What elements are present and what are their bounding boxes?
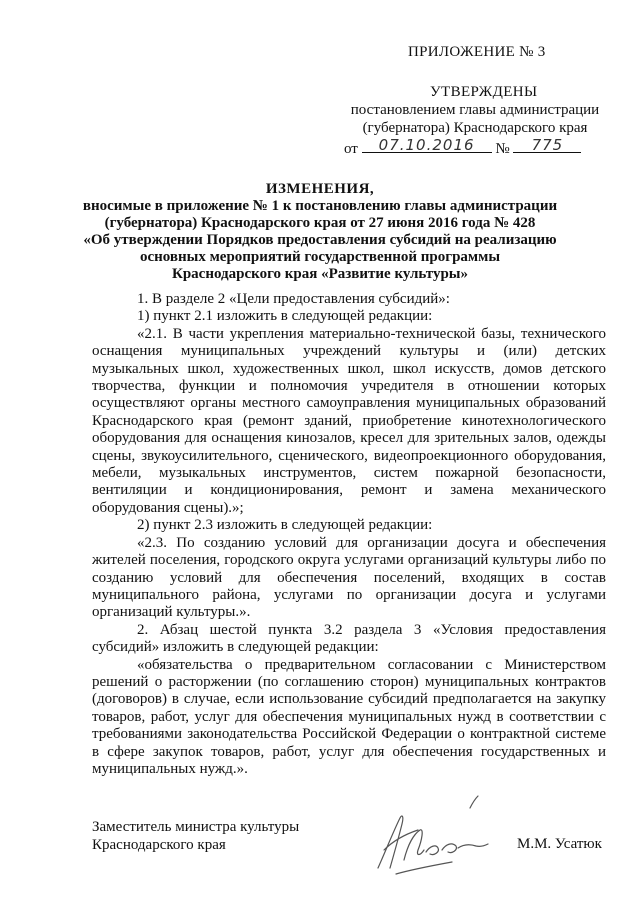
document-body [92, 291, 606, 778]
handwritten-date: 07.10.2016 [378, 136, 475, 154]
document-title [40, 181, 600, 283]
approved-by-line-2: (губернатора) Краснодарского края [362, 120, 588, 136]
paragraph-4: 2) пункт 2.3 изложить в следующей редакции: [137, 517, 433, 534]
handwritten-number: 775 [531, 136, 564, 154]
approved-label: УТВЕРЖДЕНЫ [430, 84, 538, 100]
paragraph-7: «обязательства о предварительном согласовании с Министерством решений о расторжении (по соглашению сторон) муниципальных контрактов (договоров) в случае, если использование субсидий предполагается на закупку товаров, работ, услуг для обеспечения муниципальных нужд в соответствии с требованиями законодательства Российской Федерации о контрактной системе в сфере закупок товаров, работ, услуг для обеспечения государственных и муниципальных нужд.». [92, 656, 606, 777]
date-prefix: от [344, 141, 358, 157]
signatory-position [92, 818, 299, 854]
number-prefix: № [495, 141, 510, 157]
title-line-3: «Об утверждении Порядков предоставления субсидий на реализацию [83, 232, 557, 248]
number-blank [513, 137, 581, 153]
approved-by-line-1: постановлением главы администрации [350, 102, 600, 118]
paragraph-3: «2.1. В части укрепления материально-технической базы, технического оснащения муниципальных учреждений культуры и (или) детских музыкальных школ, художественных школ, школ искусств, домов детского творчества, функции и полномочия учредителя в отношении которых осуществляют органы местного самоуправления муниципальных образований Краснодарского края (ремонт зданий, приобретение кинотехнологического оборудования для оснащения кинозалов, кресел для зрительных залов, одежды сцены, звукоусилительного, сценического, видеопроекционного оборудования, мебели, музыкальных инструментов, систем пожарной безопасности, вентиляции и кондиционирования, ремонт и замена механического оборудования сцены).»; [92, 325, 606, 516]
title-line-1: вносимые в приложение № 1 к постановлению главы администрации [82, 198, 558, 214]
date-blank [362, 137, 492, 153]
title-line-5: Краснодарского края «Развитие культуры» [171, 266, 469, 282]
handwritten-signature [360, 790, 510, 880]
paragraph-2: 1) пункт 2.1 изложить в следующей редакции: [137, 308, 433, 325]
approved-by-block [330, 101, 620, 137]
paragraph-6: 2. Абзац шестой пункта 3.2 раздела 3 «Условия предоставления субсидий» изложить в следующей редакции: [92, 621, 606, 656]
signatory-position-line-2: Краснодарского края [92, 837, 226, 853]
title-line-4: основных мероприятий государственной программы [139, 249, 501, 265]
date-number-line [344, 137, 581, 158]
title-main: ИЗМЕНЕНИЯ, [265, 181, 375, 197]
signatory-name: М.М. Усатюк [517, 836, 602, 852]
title-line-2: (губернатора) Краснодарского края от 27 июня 2016 года № 428 [104, 215, 536, 231]
signatory-position-line-1: Заместитель министра культуры [92, 819, 300, 835]
paragraph-1: 1. В разделе 2 «Цели предоставления субсидий»: [137, 291, 450, 307]
appendix-label: ПРИЛОЖЕНИЕ № 3 [408, 44, 546, 60]
paragraph-5: «2.3. По созданию условий для организации досуга и обеспечения жителей поселения, городского округа услугами организаций культуры либо по созданию условий для обеспечения поселений, входящих в состав муниципального района, услугами по организации досуга и услугами организаций культуры.». [92, 534, 606, 621]
